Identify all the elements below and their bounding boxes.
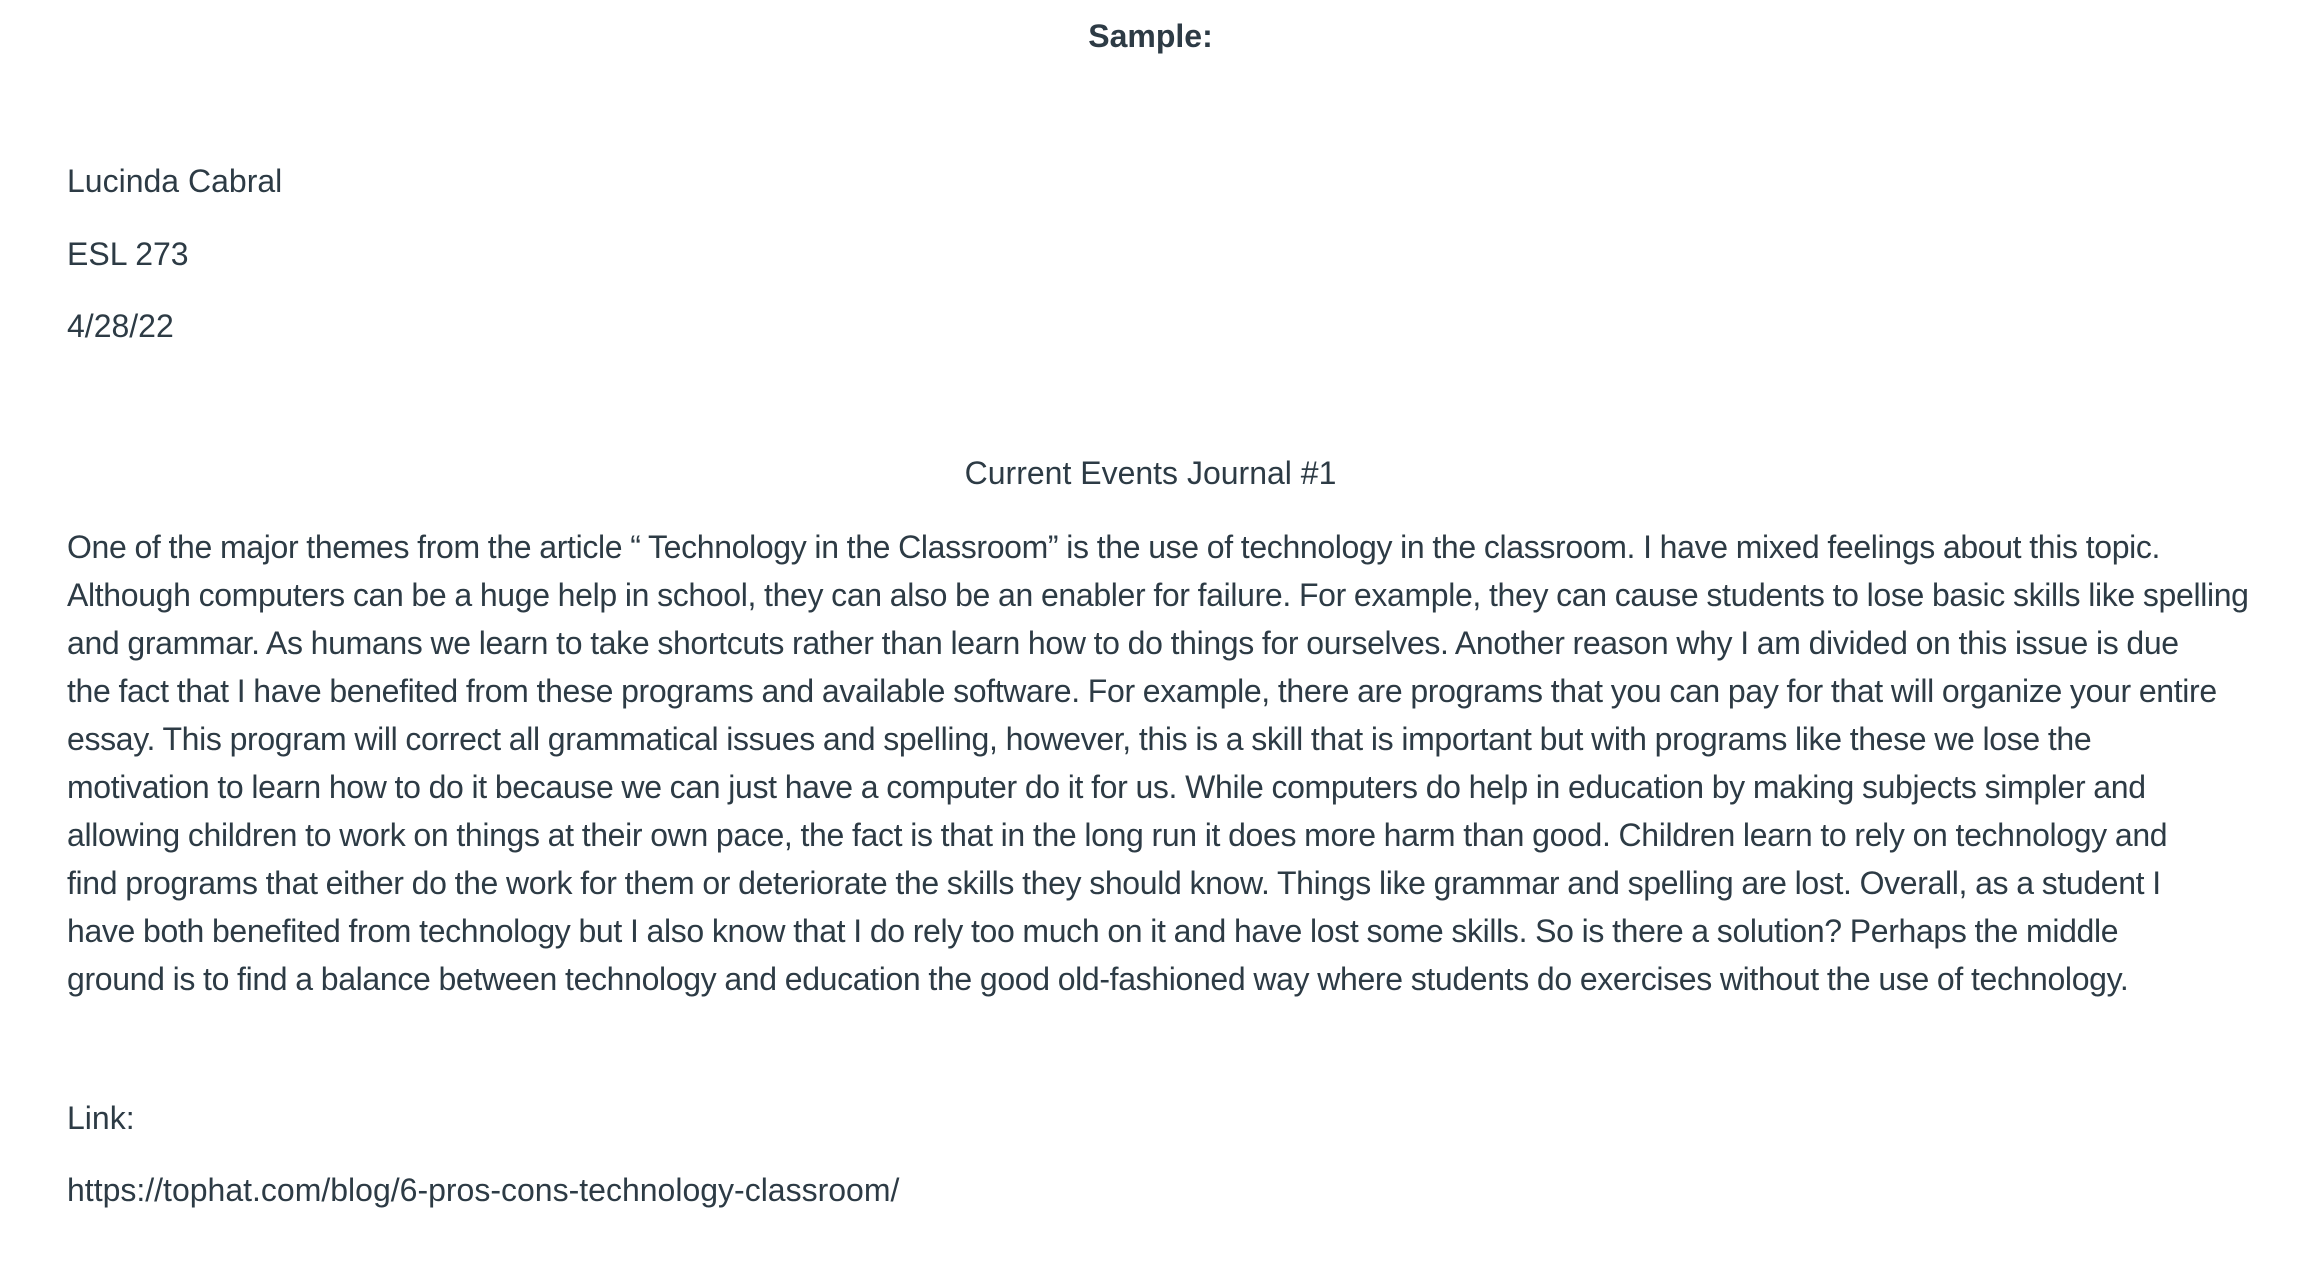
body-line: allowing children to work on things at their own pace, the fact is that in the long run it does more harm than good. Children learn to rely on technology and <box>67 817 2168 853</box>
journal-body-paragraph <box>67 523 2249 1003</box>
journal-title: Current Events Journal #1 <box>964 455 1337 491</box>
article-link-text: https://tophat.com/blog/6-pros-cons-technology-classroom/ <box>67 1172 900 1208</box>
body-line: find programs that either do the work for them or deteriorate the skills they should know. Things like grammar and spelling are lost. Overall, as a student I <box>67 865 2161 901</box>
link-label: Link: <box>67 1100 135 1136</box>
body-line: One of the major themes from the article “ Technology in the Classroom” is the use of technology in the classroom. I have mixed feelings about this topic. <box>67 529 2161 565</box>
sample-heading: Sample: <box>1088 18 1213 54</box>
body-line: have both benefited from technology but I also know that I do rely too much on it and have lost some skills. So is there a solution? Perhaps the middle <box>67 913 2119 949</box>
body-line: essay. This program will correct all grammatical issues and spelling, however, this is a skill that is important but with programs like these we lose the <box>67 721 2092 757</box>
body-line: the fact that I have benefited from these programs and available software. For example, there are programs that you can pay for that will organize your entire <box>67 673 2217 709</box>
body-line: ground is to find a balance between technology and education the good old-fashioned way where students do exercises without the use of technology. <box>67 961 2129 997</box>
submission-date: 4/28/22 <box>67 308 174 344</box>
body-line: and grammar. As humans we learn to take shortcuts rather than learn how to do things for ourselves. Another reason why I am divided on this issue is due <box>67 625 2179 661</box>
body-line: Although computers can be a huge help in school, they can also be an enabler for failure. For example, they can cause students to lose basic skills like spelling <box>67 577 2249 613</box>
body-line: motivation to learn how to do it because we can just have a computer do it for us. While computers do help in education by making subjects simpler and <box>67 769 2146 805</box>
author-name: Lucinda Cabral <box>67 163 283 199</box>
course-code: ESL 273 <box>67 236 189 272</box>
